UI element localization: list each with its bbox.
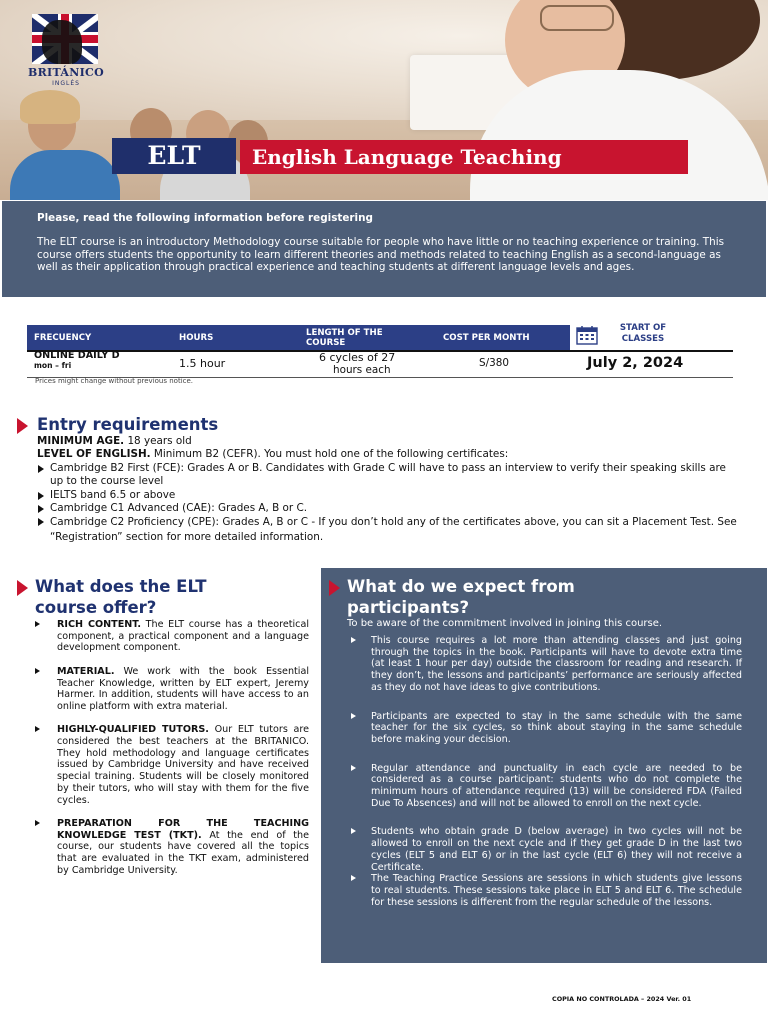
list-item: Students who obtain grade D (below average) in two cycles will not be allowed to enroll on the next cycle and if they get grade D in the last two cycles (ELT 5 and ELT 6) or in the last cycle (ELT 6) they will not receive a Certificate.: [347, 826, 742, 873]
britanico-logo: [26, 14, 106, 98]
section-arrow-icon: [17, 418, 28, 434]
brand-sub: INGLÉS: [52, 80, 80, 87]
list-item: MATERIAL. We work with the book Essential Teacher Knowledge, written by ELT expert, Jeremy Harmer. In addition, students will have access to an online platform with extra material.: [35, 666, 309, 713]
list-item: Participants are expected to stay in the same schedule with the same teacher for the six cycles, so think about staying in the same schedule before making your decision.: [347, 711, 742, 746]
section-arrow-icon: [329, 580, 340, 596]
min-age-line: MINIMUM AGE. 18 years old: [37, 435, 192, 447]
title-short: ELT: [112, 138, 236, 174]
list-item: RICH CONTENT. The ELT course has a theoretical component, a practical component and a language development component.: [35, 619, 309, 654]
expect-panel: [321, 568, 767, 963]
intro-panel: [2, 201, 766, 297]
offer-list: [35, 619, 309, 888]
footer-note: COPIA NO CONTROLADA – 2024 Ver. 01: [552, 995, 692, 1003]
calendar-icon: [576, 325, 598, 345]
list-item: This course requires a lot more than attending classes and just going through the topics in the book. Participants will have to devote extra time (at least 1 hour per day) outside the classroom for reading and research. If they don’t, the lessons and participants’ performance are seriously affected as they do not have ideas to give contributions.: [347, 635, 742, 694]
lion-icon: [42, 20, 82, 64]
cell-hours: 1.5 hour: [179, 357, 226, 370]
list-item: Cambridge B2 First (FCE): Grades A or B. Candidates with Grade C will have to pass an interview to verify their speaking skills are up to the course level: [37, 462, 737, 489]
intro-body: The ELT course is an introductory Methodology course suitable for people who have little or no teaching experience or training. This course offers students the opportunity to learn different theories and methods related to teaching English as a second-language as well as their application through practical experience and teaching students at different language levels and ages.: [37, 236, 725, 274]
title-long: English Language Teaching: [240, 140, 688, 174]
cell-length-1: 6 cycles of 27: [319, 351, 396, 364]
entry-body: [37, 435, 737, 544]
cell-length-2: hours each: [333, 364, 391, 376]
cell-start-date: July 2, 2024: [587, 355, 684, 371]
intro-heading: Please, read the following information before registering: [37, 212, 373, 224]
list-item: IELTS band 6.5 or above: [37, 489, 737, 502]
certificate-list: [37, 462, 737, 545]
cell-frequency: ONLINE DAILY D: [34, 350, 120, 361]
brand-name: BRITÁNICO: [28, 66, 104, 79]
header-start: START OF CLASSES: [619, 323, 667, 344]
expect-list: [347, 635, 742, 908]
price-note: Prices might change without previous notice.: [35, 377, 194, 385]
header-hours: HOURS: [179, 332, 214, 343]
title-bar: [112, 138, 688, 174]
list-item: The Teaching Practice Sessions are sessions in which students give lessons to real students. These sessions take place in ELT 5 and ELT 6. The schedule for these sessions is different from the regular schedule of the lessons.: [347, 873, 742, 908]
cell-frequency-days: mon – fri: [34, 361, 72, 370]
list-item: Regular attendance and punctuality in each cycle are needed to be considered as a course participant: students who do not complete the minimum hours of attendance required (13) will be considered FDA (Failed Due To Absences) and will not be allowed to enroll on the next cycle.: [347, 763, 742, 810]
list-item: Cambridge C1 Advanced (CAE): Grades A, B or C.: [37, 502, 737, 515]
header-frequency: FRECUENCY: [34, 332, 92, 343]
cell-cost: S/380: [479, 357, 509, 369]
list-item: PREPARATION FOR THE TEACHING KNOWLEDGE TEST (TKT). At the end of the course, our students have covered all the topics that are evaluated in the TKT exam, administered by Cambridge University.: [35, 818, 309, 877]
expect-intro: To be aware of the commitment involved in joining this course.: [347, 618, 663, 629]
list-item: HIGHLY-QUALIFIED TUTORS. Our ELT tutors are considered the best teachers at the BRITANICO. They hold methodology and language certificates issued by Cambridge University and have received special training. Students will be closely monitored by their tutors, who will stay with them for the five cycles.: [35, 724, 309, 806]
entry-title: Entry requirements: [37, 415, 219, 434]
section-arrow-icon: [17, 580, 28, 596]
header-length: LENGTH OF THE COURSE: [306, 327, 383, 348]
header-cost: COST PER MONTH: [443, 332, 530, 343]
offer-title: What does the ELT course offer?: [35, 577, 207, 617]
level-line: LEVEL OF ENGLISH. Minimum B2 (CEFR). You must hold one of the following certificates:: [37, 448, 509, 461]
expect-title: What do we expect from participants?: [347, 577, 575, 617]
list-item: Cambridge C2 Proficiency (CPE): Grades A, B or C - If you don’t hold any of the certificates above, you can sit a Placement Test. See “Registration” section for more detailed information.: [37, 515, 737, 544]
